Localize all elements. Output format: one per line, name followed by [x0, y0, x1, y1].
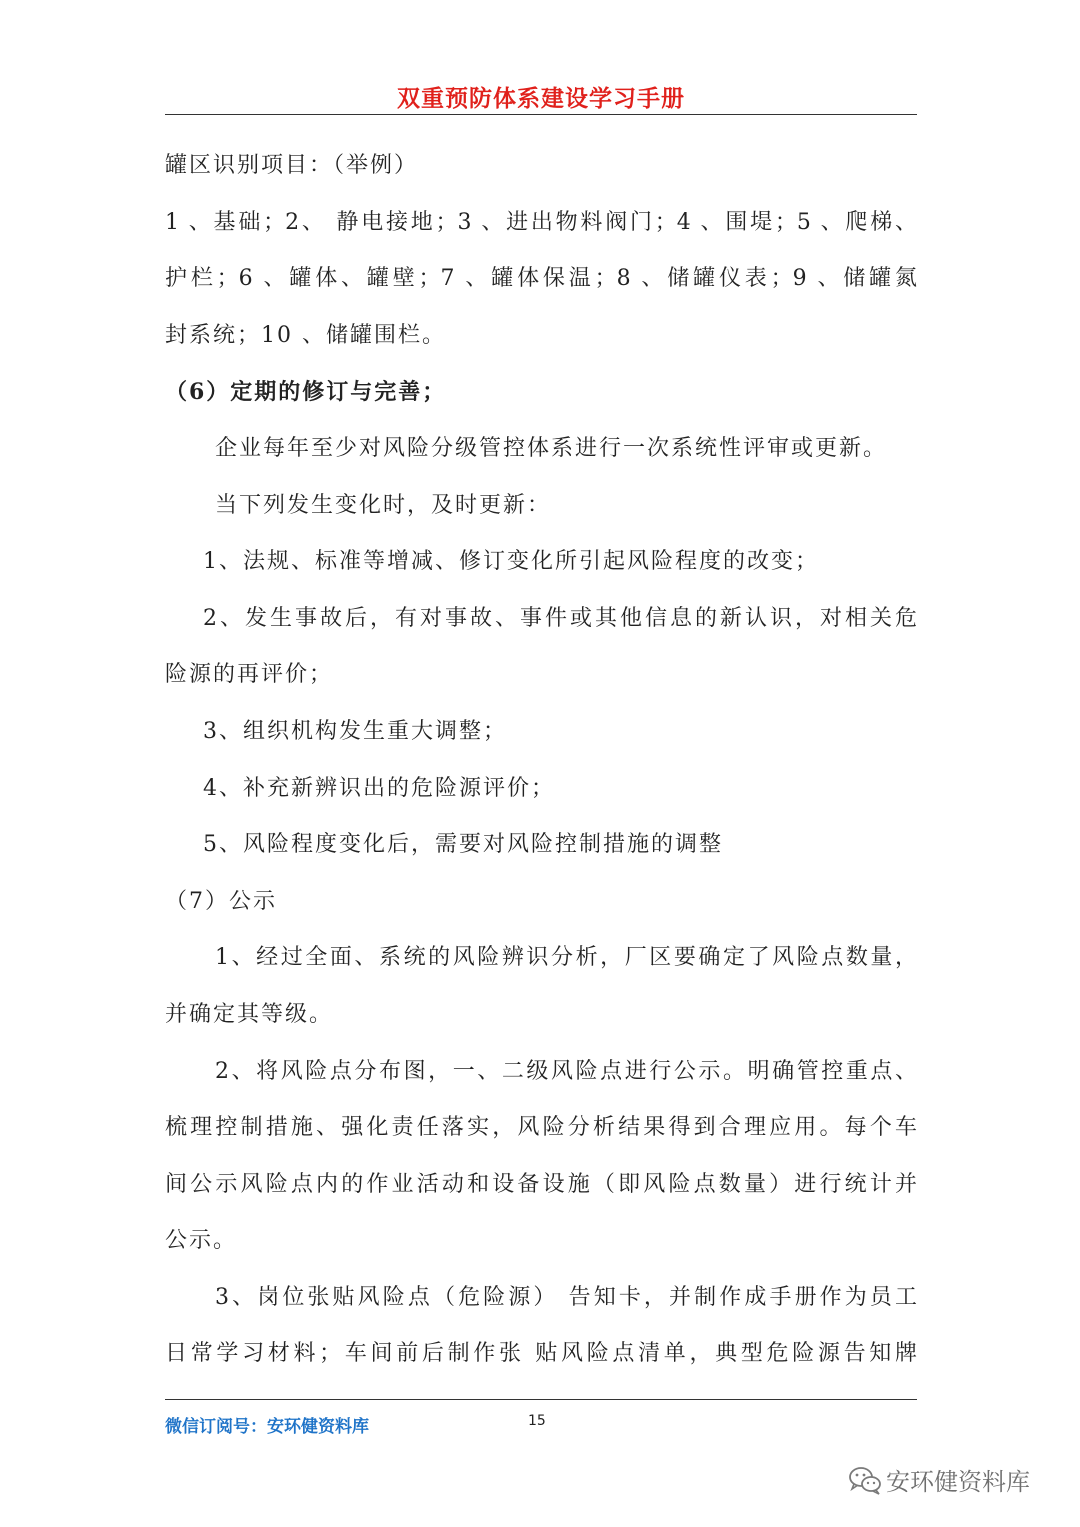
wechat-icon — [848, 1465, 882, 1495]
text-line: 间公示风险点内的作业活动和设备设施（即风险点数量）进行统计并 — [165, 1171, 917, 1197]
list-item: 4、补充新辨识出的危险源评价； — [203, 775, 555, 801]
list-item: 2、将风险点分布图，一、二级风险点进行公示。明确管控重点、 — [215, 1058, 917, 1084]
document-body — [165, 146, 917, 1391]
header-divider — [165, 114, 917, 115]
page-number: 15 — [528, 1413, 546, 1429]
list-item: 3、岗位张贴风险点（危险源） 告知卡，并制作成手册作为员工 — [215, 1284, 917, 1310]
footer-divider — [165, 1399, 917, 1400]
text-line: 1 、基础；2、 静电接地；3 、进出物料阀门；4 、围堤；5 、爬梯、 — [165, 209, 917, 235]
text-line: 封系统；10 、储罐围栏。 — [165, 322, 446, 348]
page-title: 双重预防体系建设学习手册 — [397, 86, 685, 112]
section-heading: （7）公示 — [165, 888, 277, 914]
text-line: 公示。 — [165, 1228, 238, 1254]
text-line: 护栏；6 、罐体、罐壁；7 、罐体保温；8 、储罐仪表；9 、储罐氮 — [165, 266, 917, 292]
watermark-text: 安环健资料库 — [886, 1468, 1030, 1496]
text-line: 企业每年至少对风险分级管控体系进行一次系统性评审或更新。 — [215, 435, 888, 461]
list-item: 5、风险程度变化后，需要对风险控制措施的调整 — [203, 832, 723, 858]
list-item: 3、组织机构发生重大调整； — [203, 718, 507, 744]
section-heading: （6）定期的修订与完善； — [165, 379, 447, 406]
list-item: 1、法规、标准等增减、修订变化所引起风险程度的改变； — [203, 549, 819, 575]
footer-subscription: 微信订阅号：安环健资料库 — [165, 1417, 369, 1437]
text-line: 日常学习材料；车间前后制作张 贴风险点清单，典型危险源告知牌 — [165, 1341, 917, 1367]
list-item: 1、经过全面、系统的风险辨识分析，厂区要确定了风险点数量， — [215, 945, 917, 971]
text-line: 并确定其等级。 — [165, 1001, 334, 1027]
text-line: 险源的再评价； — [165, 662, 334, 688]
list-item: 2、发生事故后，有对事故、事件或其他信息的新认识，对相关危 — [203, 605, 917, 631]
text-line: 罐区识别项目：（举例） — [165, 153, 419, 178]
text-line: 当下列发生变化时，及时更新： — [215, 492, 552, 518]
text-line: 梳理控制措施、强化责任落实，风险分析结果得到合理应用。每个车 — [165, 1115, 917, 1141]
watermark — [848, 1462, 1030, 1497]
